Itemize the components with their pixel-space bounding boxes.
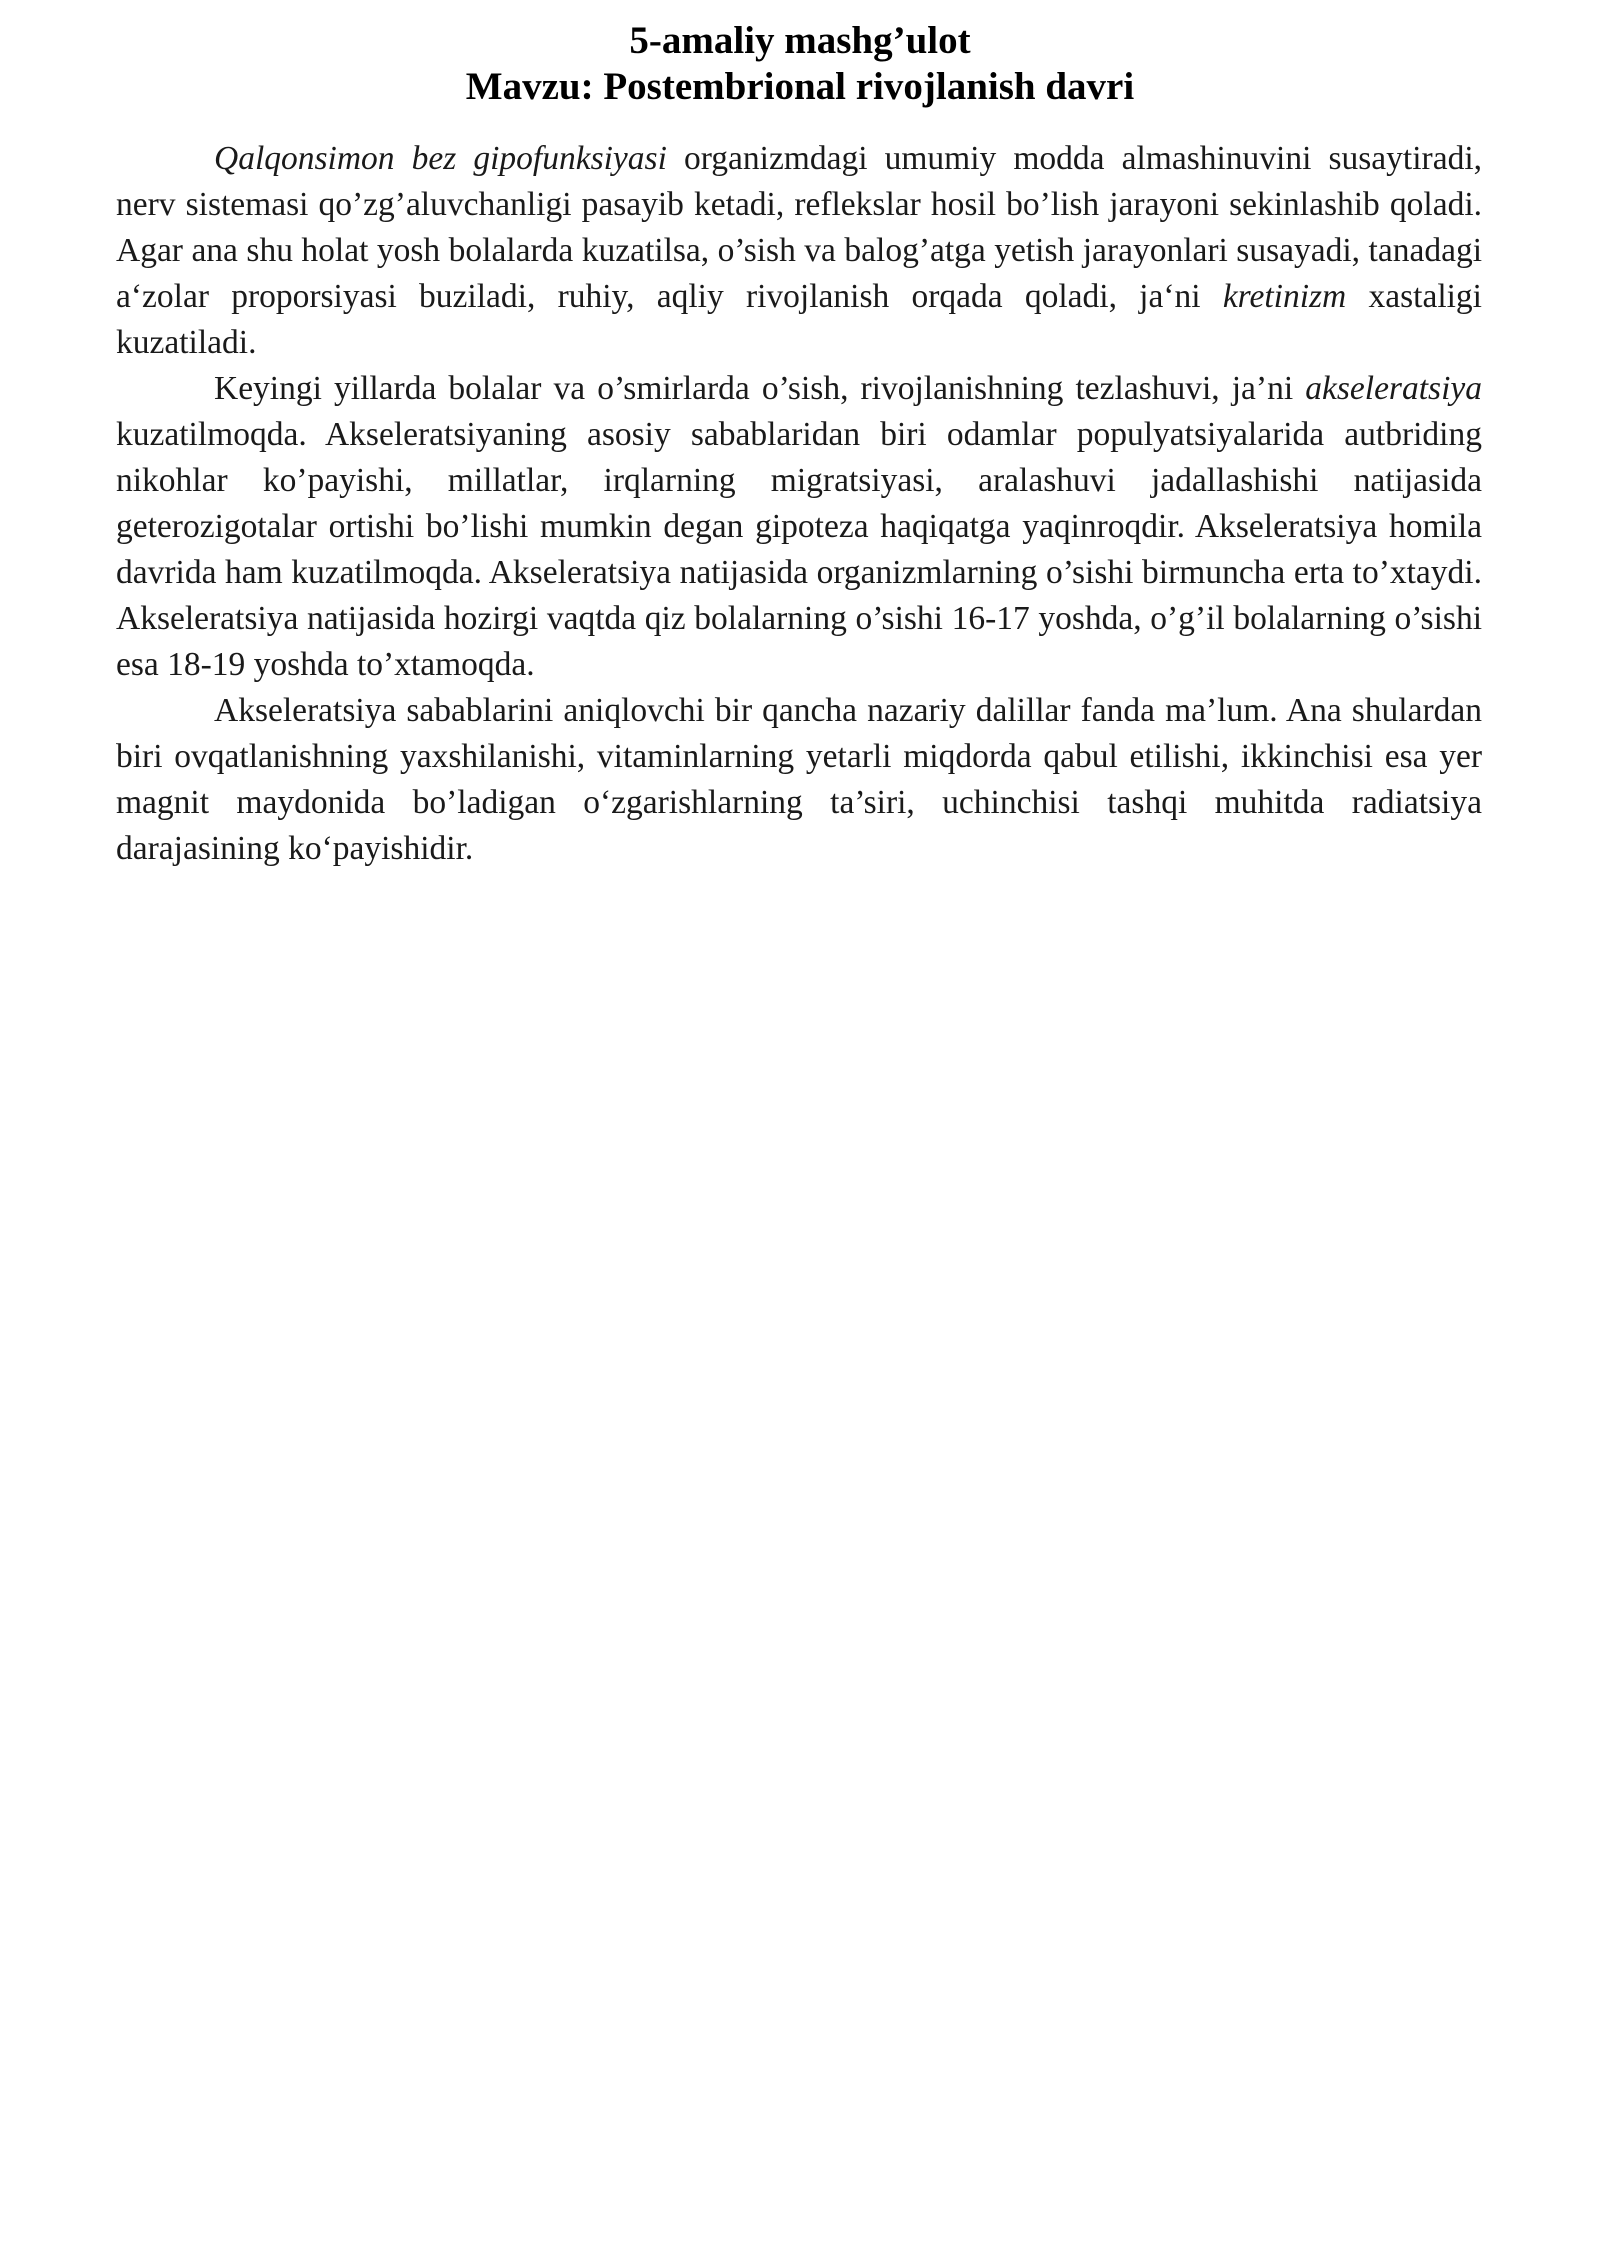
paragraph-1-segment-1: Qalqonsimon bez gipofunksiyasi xyxy=(214,140,667,177)
page-subtitle: Mavzu: Postembrional rivojlanish davri xyxy=(465,65,1135,108)
document-header xyxy=(0,18,1600,110)
paragraph-3-segment-1: Akseleratsiya sabablarini aniqlovchi bir qancha nazariy dalillar fanda ma’lum. Ana shulardan biri ovqatlanishning yaxshilanishi, vitaminlarning yetarli miqdorda qabul etilishi, ikkinchisi esa yer magnit maydonida bo’ladigan o‘zgarishlarning ta’siri, uchinchisi tashqi muhitda radiatsiya darajasining ko‘payishidir. xyxy=(116,692,1482,867)
paragraph-2-segment-1: Keyingi yillarda bolalar va o’smirlarda o’sish, rivojlanishning tezlashuvi, ja’ni xyxy=(214,370,1306,407)
page-title: 5-amaliy mashg’ulot xyxy=(629,19,971,62)
paragraph-1-segment-4: xastaligi kuzatiladi. xyxy=(116,278,1482,361)
paragraph-2 xyxy=(116,366,1482,688)
paragraph-2-segment-2: akseleratsiya xyxy=(1305,370,1482,407)
paragraph-1-segment-2: organizmdagi umumiy modda almashinuvini susaytiradi, nerv sistemasi qo’zg’aluvchanligi pasayib ketadi, reflekslar hosil bo’lish jarayoni sekinlashib qoladi. Agar ana shu holat yosh bolalarda kuzatilsa, o’sish va balog’atga yetish jarayonlari susayadi, tanadagi a‘zolar proporsiyasi buziladi, ruhiy, aqliy rivojlanish orqada qoladi, ja‘ni xyxy=(116,140,1483,315)
document-body xyxy=(116,136,1482,872)
paragraph-2-segment-3: kuzatilmoqda. Akseleratsiyaning asosiy sabablaridan biri odamlar populyatsiyalarida autbriding nikohlar ko’payishi, millatlar, irqlarning migratsiyasi, aralashuvi jadallashishi natijasida geterozigotalar ortishi bo’lishi mumkin degan gipoteza haqiqatga yaqinroqdir. Akseleratsiya homila davrida ham kuzatilmoqda. Akseleratsiya natijasida organizmlarning o’sishi birmuncha erta to’xtaydi. Akseleratsiya natijasida hozirgi vaqtda qiz bolalarning o’sishi 16-17 yoshda, o’g’il bolalarning o’sishi esa 18-19 yoshda to’xtamoqda. xyxy=(116,416,1482,683)
paragraph-1 xyxy=(116,136,1482,366)
paragraph-1-segment-3: kretinizm xyxy=(1222,278,1347,315)
paragraph-3 xyxy=(116,688,1482,872)
